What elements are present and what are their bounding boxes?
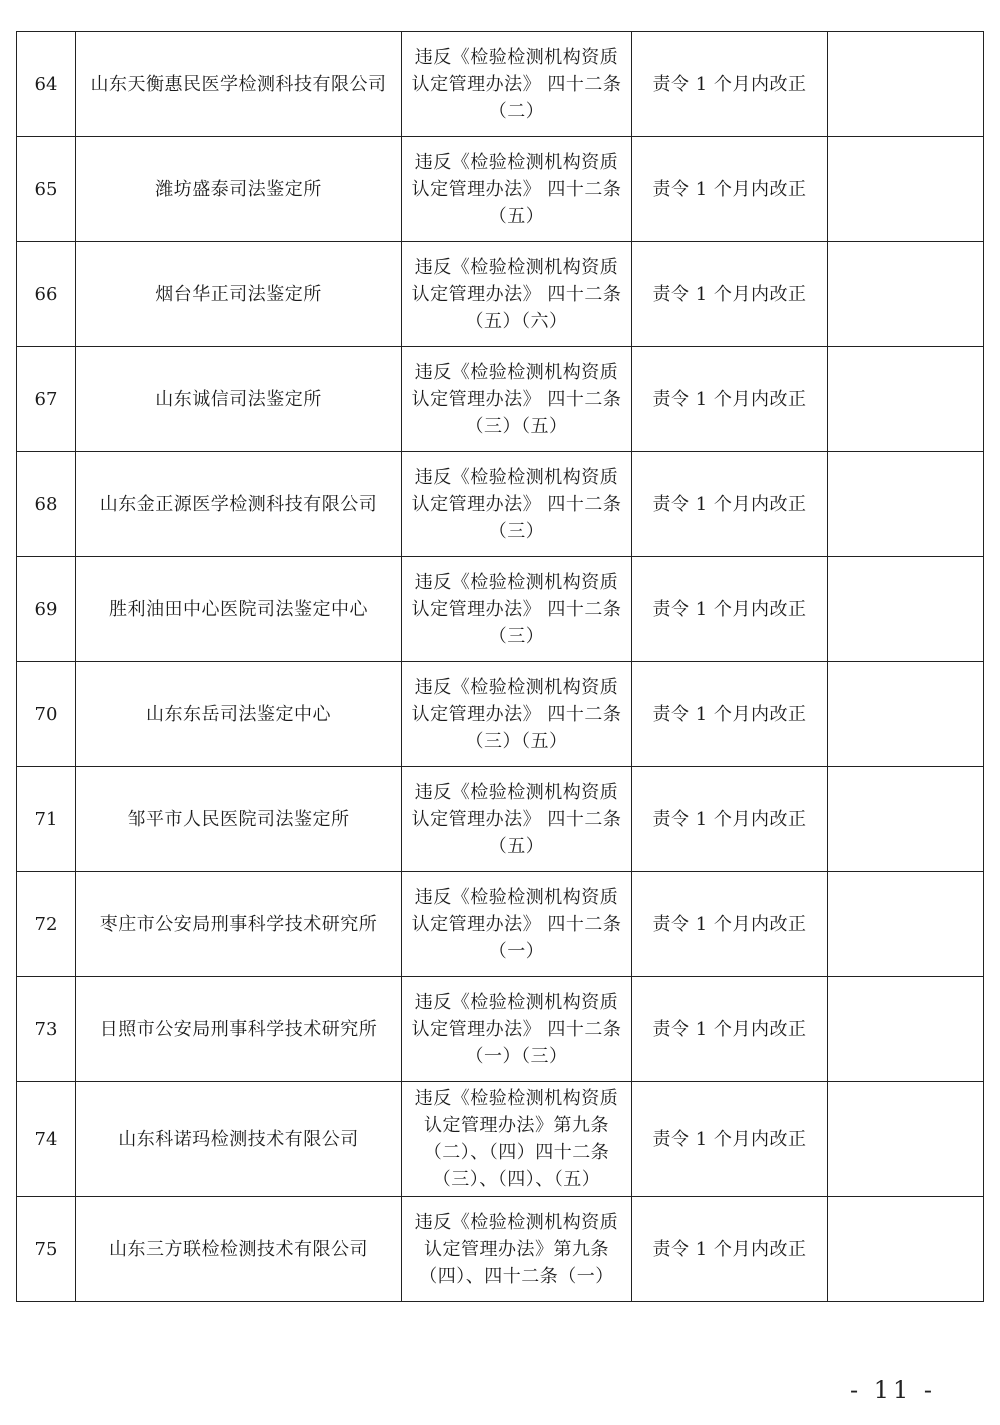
violation-basis-line: 认定管理办法》 四十二条 — [411, 598, 622, 620]
penalty-table — [16, 31, 984, 1302]
organization-name: 山东诚信司法鉴定所 — [76, 347, 402, 452]
row-number: 72 — [17, 872, 76, 977]
violation-basis-line: 违反《检验检测机构资质 — [414, 256, 619, 278]
violation-basis-line: （四）、四十二条（一） — [419, 1265, 614, 1287]
organization-name: 潍坊盛泰司法鉴定所 — [76, 137, 402, 242]
violation-basis — [402, 872, 632, 977]
violation-basis-line: （五） — [488, 205, 545, 227]
remarks-cell — [828, 137, 984, 242]
organization-name: 日照市公安局刑事科学技术研究所 — [76, 977, 402, 1082]
table-row — [17, 557, 984, 662]
violation-basis-line: 违反《检验检测机构资质 — [414, 676, 619, 698]
organization-name: 胜利油田中心医院司法鉴定中心 — [76, 557, 402, 662]
violation-basis-line: 认定管理办法》第九条 — [424, 1238, 609, 1260]
violation-basis — [402, 242, 632, 347]
penalty-action: 责令 1 个月内改正 — [632, 347, 828, 452]
penalty-action: 责令 1 个月内改正 — [632, 872, 828, 977]
organization-name: 邹平市人民医院司法鉴定所 — [76, 767, 402, 872]
violation-basis — [402, 1082, 632, 1197]
violation-basis-line: 认定管理办法》 四十二条 — [411, 493, 622, 515]
remarks-cell — [828, 977, 984, 1082]
table-row — [17, 32, 984, 137]
violation-basis-line: 认定管理办法》 四十二条 — [411, 808, 622, 830]
violation-basis — [402, 662, 632, 767]
violation-basis — [402, 137, 632, 242]
violation-basis-line: （三） — [488, 520, 545, 542]
violation-basis-line: （二）、（四）四十二条 — [423, 1142, 610, 1163]
table-row — [17, 137, 984, 242]
row-number: 64 — [17, 32, 76, 137]
organization-name: 山东金正源医学检测科技有限公司 — [76, 452, 402, 557]
violation-basis-line: 认定管理办法》 四十二条 — [411, 283, 622, 305]
violation-basis-line: 认定管理办法》 四十二条 — [411, 703, 622, 725]
penalty-action: 责令 1 个月内改正 — [632, 32, 828, 137]
remarks-cell — [828, 347, 984, 452]
penalty-action: 责令 1 个月内改正 — [632, 557, 828, 662]
organization-name: 枣庄市公安局刑事科学技术研究所 — [76, 872, 402, 977]
violation-basis-line: 违反《检验检测机构资质 — [414, 886, 619, 908]
remarks-cell — [828, 242, 984, 347]
table-body — [17, 32, 984, 1302]
table-row — [17, 977, 984, 1082]
table-row — [17, 767, 984, 872]
violation-basis-line: 违反《检验检测机构资质 — [414, 151, 619, 173]
violation-basis-line: 认定管理办法》 四十二条 — [411, 913, 622, 935]
organization-name: 山东三方联检检测技术有限公司 — [76, 1197, 402, 1302]
table-row — [17, 872, 984, 977]
violation-basis-line: 认定管理办法》 四十二条 — [411, 1018, 622, 1040]
violation-basis-line: （二） — [488, 100, 545, 122]
table-row — [17, 242, 984, 347]
table-row — [17, 1082, 984, 1197]
row-number: 69 — [17, 557, 76, 662]
violation-basis-line: （三）（五） — [465, 415, 568, 437]
remarks-cell — [828, 32, 984, 137]
violation-basis — [402, 452, 632, 557]
violation-basis-line: （三）、（四）、（五） — [432, 1169, 601, 1190]
violation-basis-line: 违反《检验检测机构资质 — [414, 46, 619, 68]
penalty-action: 责令 1 个月内改正 — [632, 767, 828, 872]
remarks-cell — [828, 1082, 984, 1197]
penalty-action: 责令 1 个月内改正 — [632, 662, 828, 767]
page-number: - 11 - — [849, 1376, 936, 1404]
violation-basis — [402, 977, 632, 1082]
remarks-cell — [828, 767, 984, 872]
table-row — [17, 347, 984, 452]
remarks-cell — [828, 662, 984, 767]
violation-basis-line: 违反《检验检测机构资质 — [414, 1088, 619, 1109]
violation-basis-line: （五） — [488, 835, 545, 857]
violation-basis-line: （一） — [488, 940, 545, 962]
organization-name: 山东天衡惠民医学检测科技有限公司 — [76, 32, 402, 137]
row-number: 67 — [17, 347, 76, 452]
organization-name: 山东科诺玛检测技术有限公司 — [76, 1082, 402, 1197]
penalty-action: 责令 1 个月内改正 — [632, 1082, 828, 1197]
organization-name: 山东东岳司法鉴定中心 — [76, 662, 402, 767]
row-number: 74 — [17, 1082, 76, 1197]
violation-basis-line: （五）（六） — [465, 310, 568, 332]
violation-basis-line: （三） — [488, 625, 545, 647]
row-number: 73 — [17, 977, 76, 1082]
organization-name: 烟台华正司法鉴定所 — [76, 242, 402, 347]
violation-basis-line: 违反《检验检测机构资质 — [414, 781, 619, 803]
violation-basis — [402, 557, 632, 662]
violation-basis-line: （一）（三） — [465, 1045, 568, 1067]
violation-basis-line: 违反《检验检测机构资质 — [414, 991, 619, 1013]
row-number: 70 — [17, 662, 76, 767]
violation-basis-line: 认定管理办法》 四十二条 — [411, 73, 622, 95]
table-row — [17, 1197, 984, 1302]
violation-basis-line: （三）（五） — [465, 730, 568, 752]
remarks-cell — [828, 872, 984, 977]
row-number: 66 — [17, 242, 76, 347]
remarks-cell — [828, 557, 984, 662]
row-number: 75 — [17, 1197, 76, 1302]
table-row — [17, 452, 984, 557]
violation-basis-line: 违反《检验检测机构资质 — [414, 1211, 619, 1233]
violation-basis — [402, 767, 632, 872]
violation-basis-line: 认定管理办法》第九条 — [424, 1115, 609, 1136]
violation-basis-line: 违反《检验检测机构资质 — [414, 466, 619, 488]
violation-basis-line: 违反《检验检测机构资质 — [414, 361, 619, 383]
penalty-action: 责令 1 个月内改正 — [632, 242, 828, 347]
violation-basis-line: 认定管理办法》 四十二条 — [411, 388, 622, 410]
violation-basis — [402, 1197, 632, 1302]
row-number: 71 — [17, 767, 76, 872]
row-number: 65 — [17, 137, 76, 242]
violation-basis-line: 违反《检验检测机构资质 — [414, 571, 619, 593]
violation-basis — [402, 347, 632, 452]
remarks-cell — [828, 452, 984, 557]
remarks-cell — [828, 1197, 984, 1302]
row-number: 68 — [17, 452, 76, 557]
penalty-action: 责令 1 个月内改正 — [632, 977, 828, 1082]
violation-basis-line: 认定管理办法》 四十二条 — [411, 178, 622, 200]
penalty-action: 责令 1 个月内改正 — [632, 1197, 828, 1302]
penalty-action: 责令 1 个月内改正 — [632, 452, 828, 557]
table-row — [17, 662, 984, 767]
violation-basis — [402, 32, 632, 137]
penalty-action: 责令 1 个月内改正 — [632, 137, 828, 242]
